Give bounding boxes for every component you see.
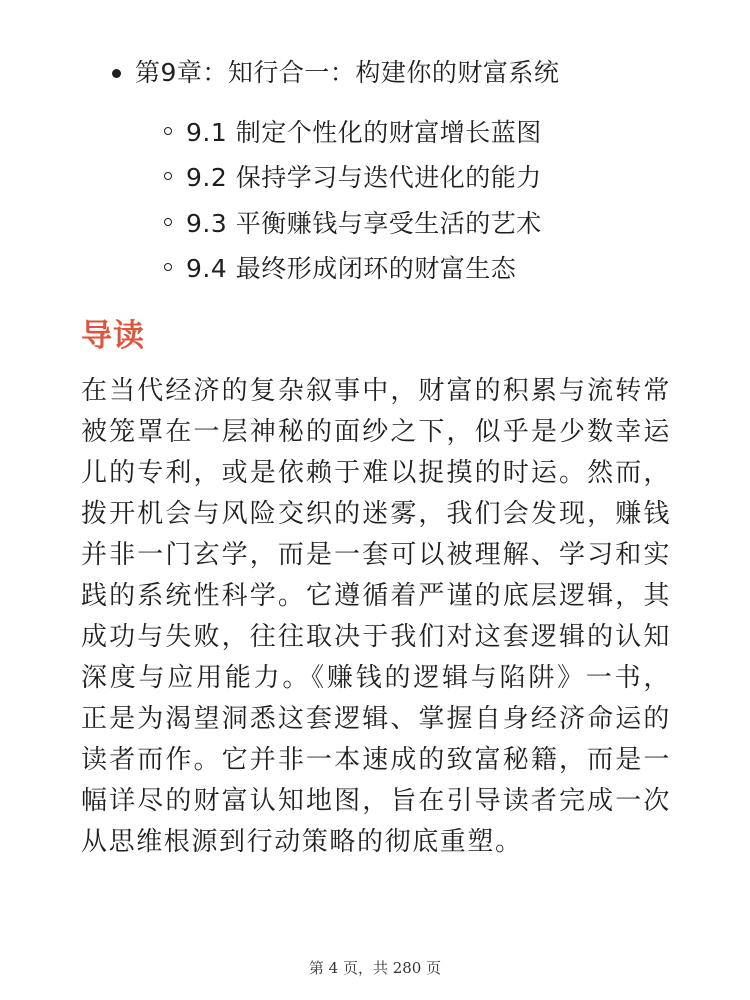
section-item	[164, 154, 542, 200]
page-number: 第 4 页，共 280 页	[308, 959, 442, 977]
intro-heading: 导读	[81, 318, 145, 354]
section-item	[164, 245, 542, 291]
chapter-title: 第9章：知行合一：构建你的财富系统	[135, 58, 560, 87]
intro-paragraph: 在当代经济的复杂叙事中，财富的积累与流转常被笼罩在一层神秘的面纱之下，似乎是少数幸运儿的专利，或是依赖于难以捉摸的时运。然而，拨开机会与风险交织的迷雾，我们会发现，赚钱并非一门玄学，而是一套可以被理解、学习和实践的系统性科学。它遵循着严谨的底层逻辑，其成功与失败，往往取决于我们对这套逻辑的认知深度与应用能力。《赚钱的逻辑与陷阱》一书，正是为渴望洞悉这套逻辑、掌握自身经济命运的读者而作。它并非一本速成的致富秘籍，而是一幅详尽的财富认知地图，旨在引导读者完成一次从思维根源到行动策略的彻底重塑。	[81, 376, 671, 857]
bullet-circle-icon	[164, 127, 172, 135]
section-list	[164, 108, 542, 290]
chapter-entry	[112, 54, 559, 92]
section-label: 9.2 保持学习与迭代进化的能力	[186, 163, 542, 193]
section-label: 9.4 最终形成闭环的财富生态	[186, 254, 517, 284]
section-item	[164, 199, 542, 245]
section-item	[164, 108, 542, 154]
bullet-disc-icon	[112, 69, 121, 78]
section-label: 9.1 制定个性化的财富增长蓝图	[186, 117, 542, 147]
section-label: 9.3 平衡赚钱与享受生活的艺术	[186, 208, 542, 238]
bullet-circle-icon	[164, 263, 172, 271]
bullet-circle-icon	[164, 218, 172, 226]
bullet-circle-icon	[164, 172, 172, 180]
